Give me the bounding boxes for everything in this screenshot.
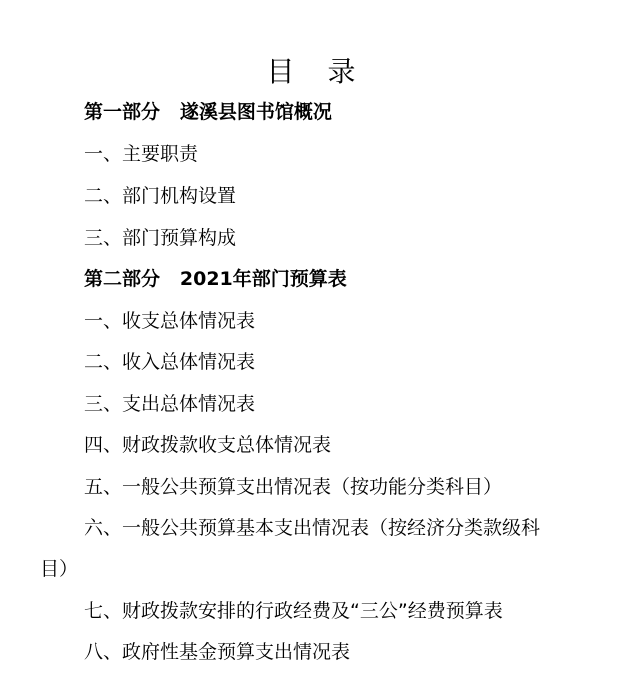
- part1-heading: [84, 100, 332, 124]
- part1-label: 第一部分: [84, 101, 161, 123]
- part2-heading: [84, 267, 347, 291]
- toc-item: 四、财政拨款收支总体情况表: [84, 434, 332, 456]
- part2-name: 2021年部门预算表: [179, 268, 347, 290]
- toc-item: 二、收入总体情况表: [84, 351, 256, 373]
- toc-item: 三、支出总体情况表: [84, 393, 256, 415]
- toc-item: 六、一般公共预算基本支出情况表（按经济分类款级科: [84, 517, 541, 539]
- toc-item-continuation: 目）: [40, 558, 79, 580]
- toc-item: 一、主要职责: [84, 143, 199, 165]
- toc-item: 八、政府性基金预算支出情况表: [84, 641, 351, 663]
- toc-item: 五、一般公共预算支出情况表（按功能分类科目）: [84, 476, 503, 498]
- toc-item: 二、部门机构设置: [84, 185, 237, 207]
- toc-item: 七、财政拨款安排的行政经费及“三公”经费预算表: [84, 600, 503, 622]
- toc-item: 一、收支总体情况表: [84, 310, 256, 332]
- part2-label: 第二部分: [84, 268, 161, 290]
- toc-title: 目 录: [266, 55, 368, 88]
- toc-item: 三、部门预算构成: [84, 227, 237, 249]
- part1-name: 遂溪县图书馆概况: [179, 101, 332, 123]
